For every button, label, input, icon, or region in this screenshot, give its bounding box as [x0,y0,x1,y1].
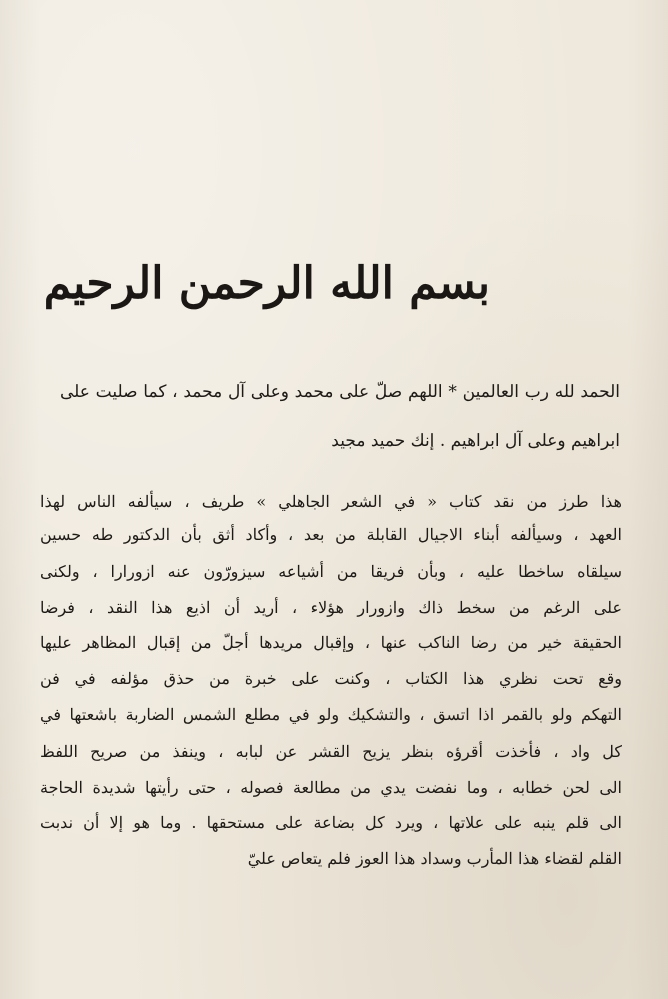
body-line-6: وقع تحت نظري هذا الكتاب ، وكنت على خبرة من حذق مؤلفه في فن [40,669,622,688]
body-line-10: الى قلم ينبه على علاتها ، ويرد كل بضاعة على مستحقها . وما هو إلا أن ندبت [40,813,622,832]
invocation-line-2: ابراهيم وعلى آل ابراهيم . إنك حميد مجيد [331,431,620,451]
body-line-4: على الرغم من سخط ذاك وازورار هؤلاء ، أريد أن اذيع هذا النقد ، فرضا [40,598,622,617]
basmala-heading: بسم الله الرحمن الرحيم [43,258,490,309]
body-line-11: القلم لقضاء هذا المأرب وسداد هذا العوز فلم يتعاص عليّ [247,849,622,868]
body-line-7: التهكم ولو بالقمر اذا اتسق ، والتشكيك ولو في مطلع الشمس الضاربة باشعتها في [40,705,622,724]
body-line-3: سيلقاه ساخطا عليه ، وبأن فريقا من أشياعه سيزورّون عنه ازورارا ، ولكنى [40,562,622,581]
body-line-1: هذا طرز من نقد كتاب « في الشعر الجاهلي » طريف ، سيألفه الناس لهذا [40,492,622,511]
body-line-2: العهد ، وسيألفه أبناء الاجيال القابلة من بعد ، وأكاد أثق بأن الدكتور طه حسين [40,525,622,544]
body-line-9: الى لحن خطابه ، وما نفضت يدي من مطالعة فصوله ، حتى رأيتها شديدة الحاجة [40,778,622,797]
invocation-line-1: الحمد لله رب العالمين * اللهم صلّ على محمد وعلى آل محمد ، كما صليت على [60,382,620,402]
body-line-8: كل واد ، فأخذت أقرؤه بنظر يزيح القشر عن لبابه ، وينفذ من صريح اللفظ [40,742,622,761]
body-line-5: الحقيقة خير من رضا الناكب عنها ، وإقبال مريدها أجلّ من إقبال المظاهر عليها [40,633,622,652]
